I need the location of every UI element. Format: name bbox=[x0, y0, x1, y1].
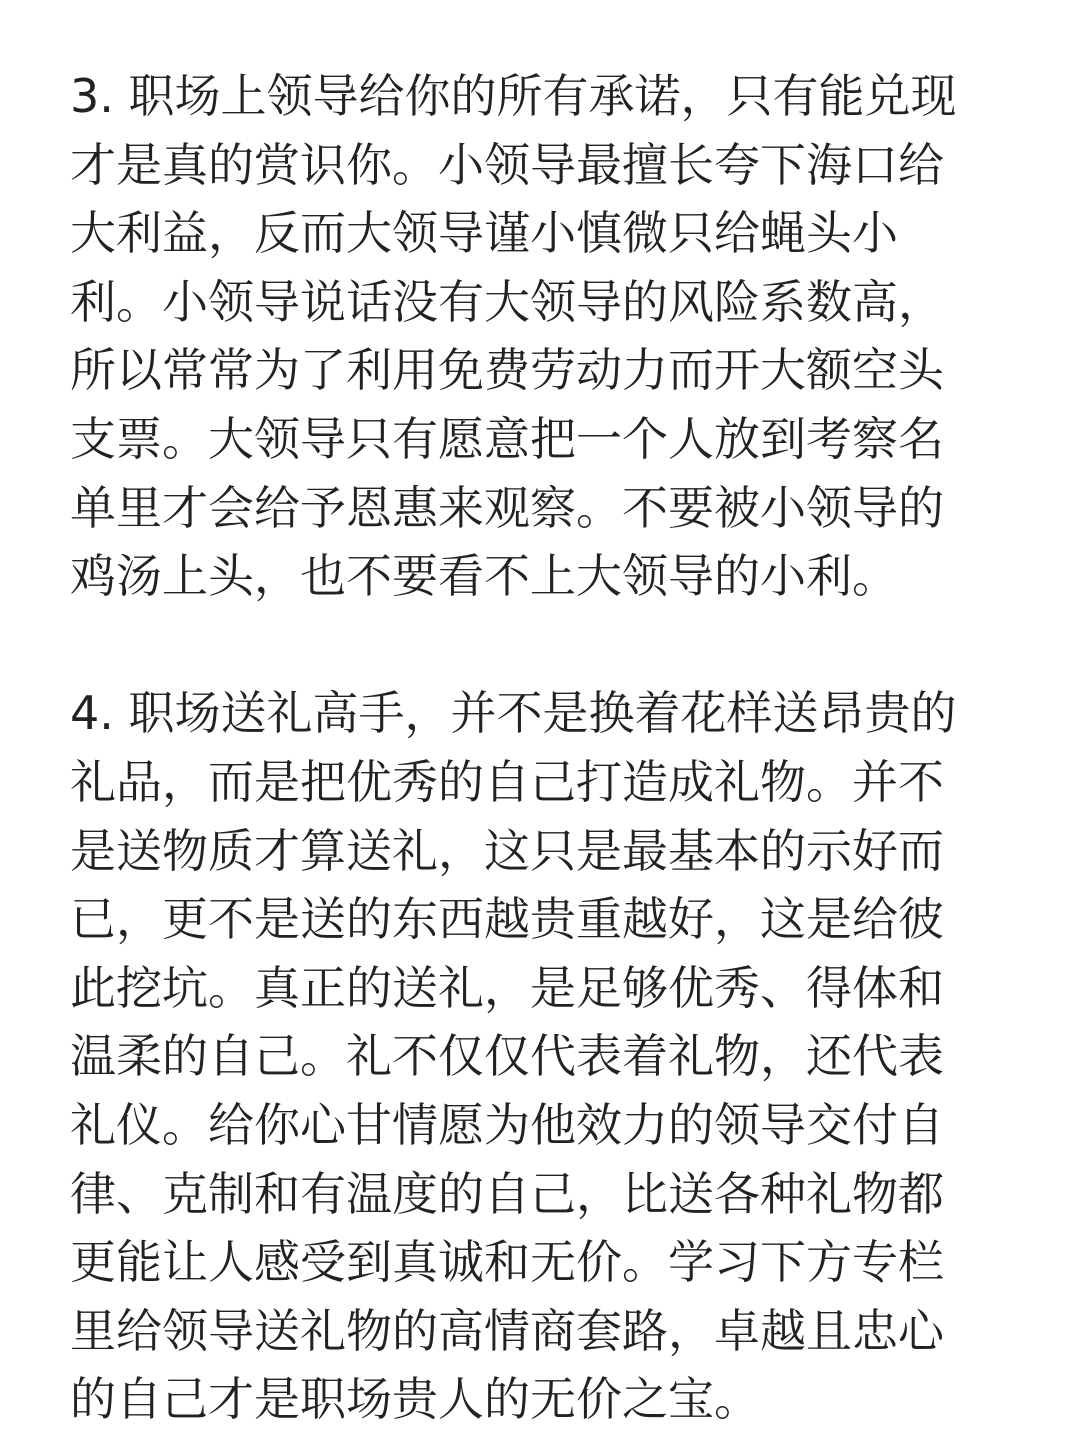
text-line: 单里才会给予恩惠来观察。不要被小领导的 bbox=[70, 480, 944, 535]
text-line: 的自己才是职场贵人的无价之宝。 bbox=[70, 1372, 760, 1427]
text-line: 里给领导送礼物的高情商套路，卓越且忠心 bbox=[70, 1303, 944, 1358]
text-line: 3. 职场上领导给你的所有承诺，只有能兑现 bbox=[70, 69, 957, 123]
paragraph-spacer bbox=[70, 611, 995, 680]
text-line: 鸡汤上头，也不要看不上大领导的小利。 bbox=[70, 549, 898, 604]
paragraph-3 bbox=[70, 62, 995, 611]
text-line: 礼仪。给你心甘情愿为他效力的领导交付自 bbox=[70, 1097, 944, 1152]
text-line: 此挖坑。真正的送礼，是足够优秀、得体和 bbox=[70, 960, 944, 1015]
text-line: 大利益，反而大领导谨小慎微只给蝇头小 bbox=[70, 206, 898, 261]
text-line: 礼品，而是把优秀的自己打造成礼物。并不 bbox=[70, 754, 944, 809]
text-line: 律、克制和有温度的自己，比送各种礼物都 bbox=[70, 1166, 944, 1221]
text-line: 更能让人感受到真诚和无价。学习下方专栏 bbox=[70, 1235, 944, 1290]
text-line: 已，更不是送的东西越贵重越好，这是给彼 bbox=[70, 892, 944, 947]
article-body bbox=[70, 62, 995, 1434]
text-line: 利。小领导说话没有大领导的风险系数高， bbox=[70, 274, 944, 329]
paragraph-4 bbox=[70, 679, 995, 1434]
text-line: 4. 职场送礼高手，并不是换着花样送昂贵的 bbox=[70, 686, 957, 741]
text-line: 支票。大领导只有愿意把一个人放到考察名 bbox=[70, 411, 944, 466]
text-line: 才是真的赏识你。小领导最擅长夸下海口给 bbox=[70, 137, 944, 192]
text-line: 是送物质才算送礼，这只是最基本的示好而 bbox=[70, 823, 944, 878]
text-line: 所以常常为了利用免费劳动力而开大额空头 bbox=[70, 343, 944, 398]
text-line: 温柔的自己。礼不仅仅代表着礼物，还代表 bbox=[70, 1029, 944, 1084]
